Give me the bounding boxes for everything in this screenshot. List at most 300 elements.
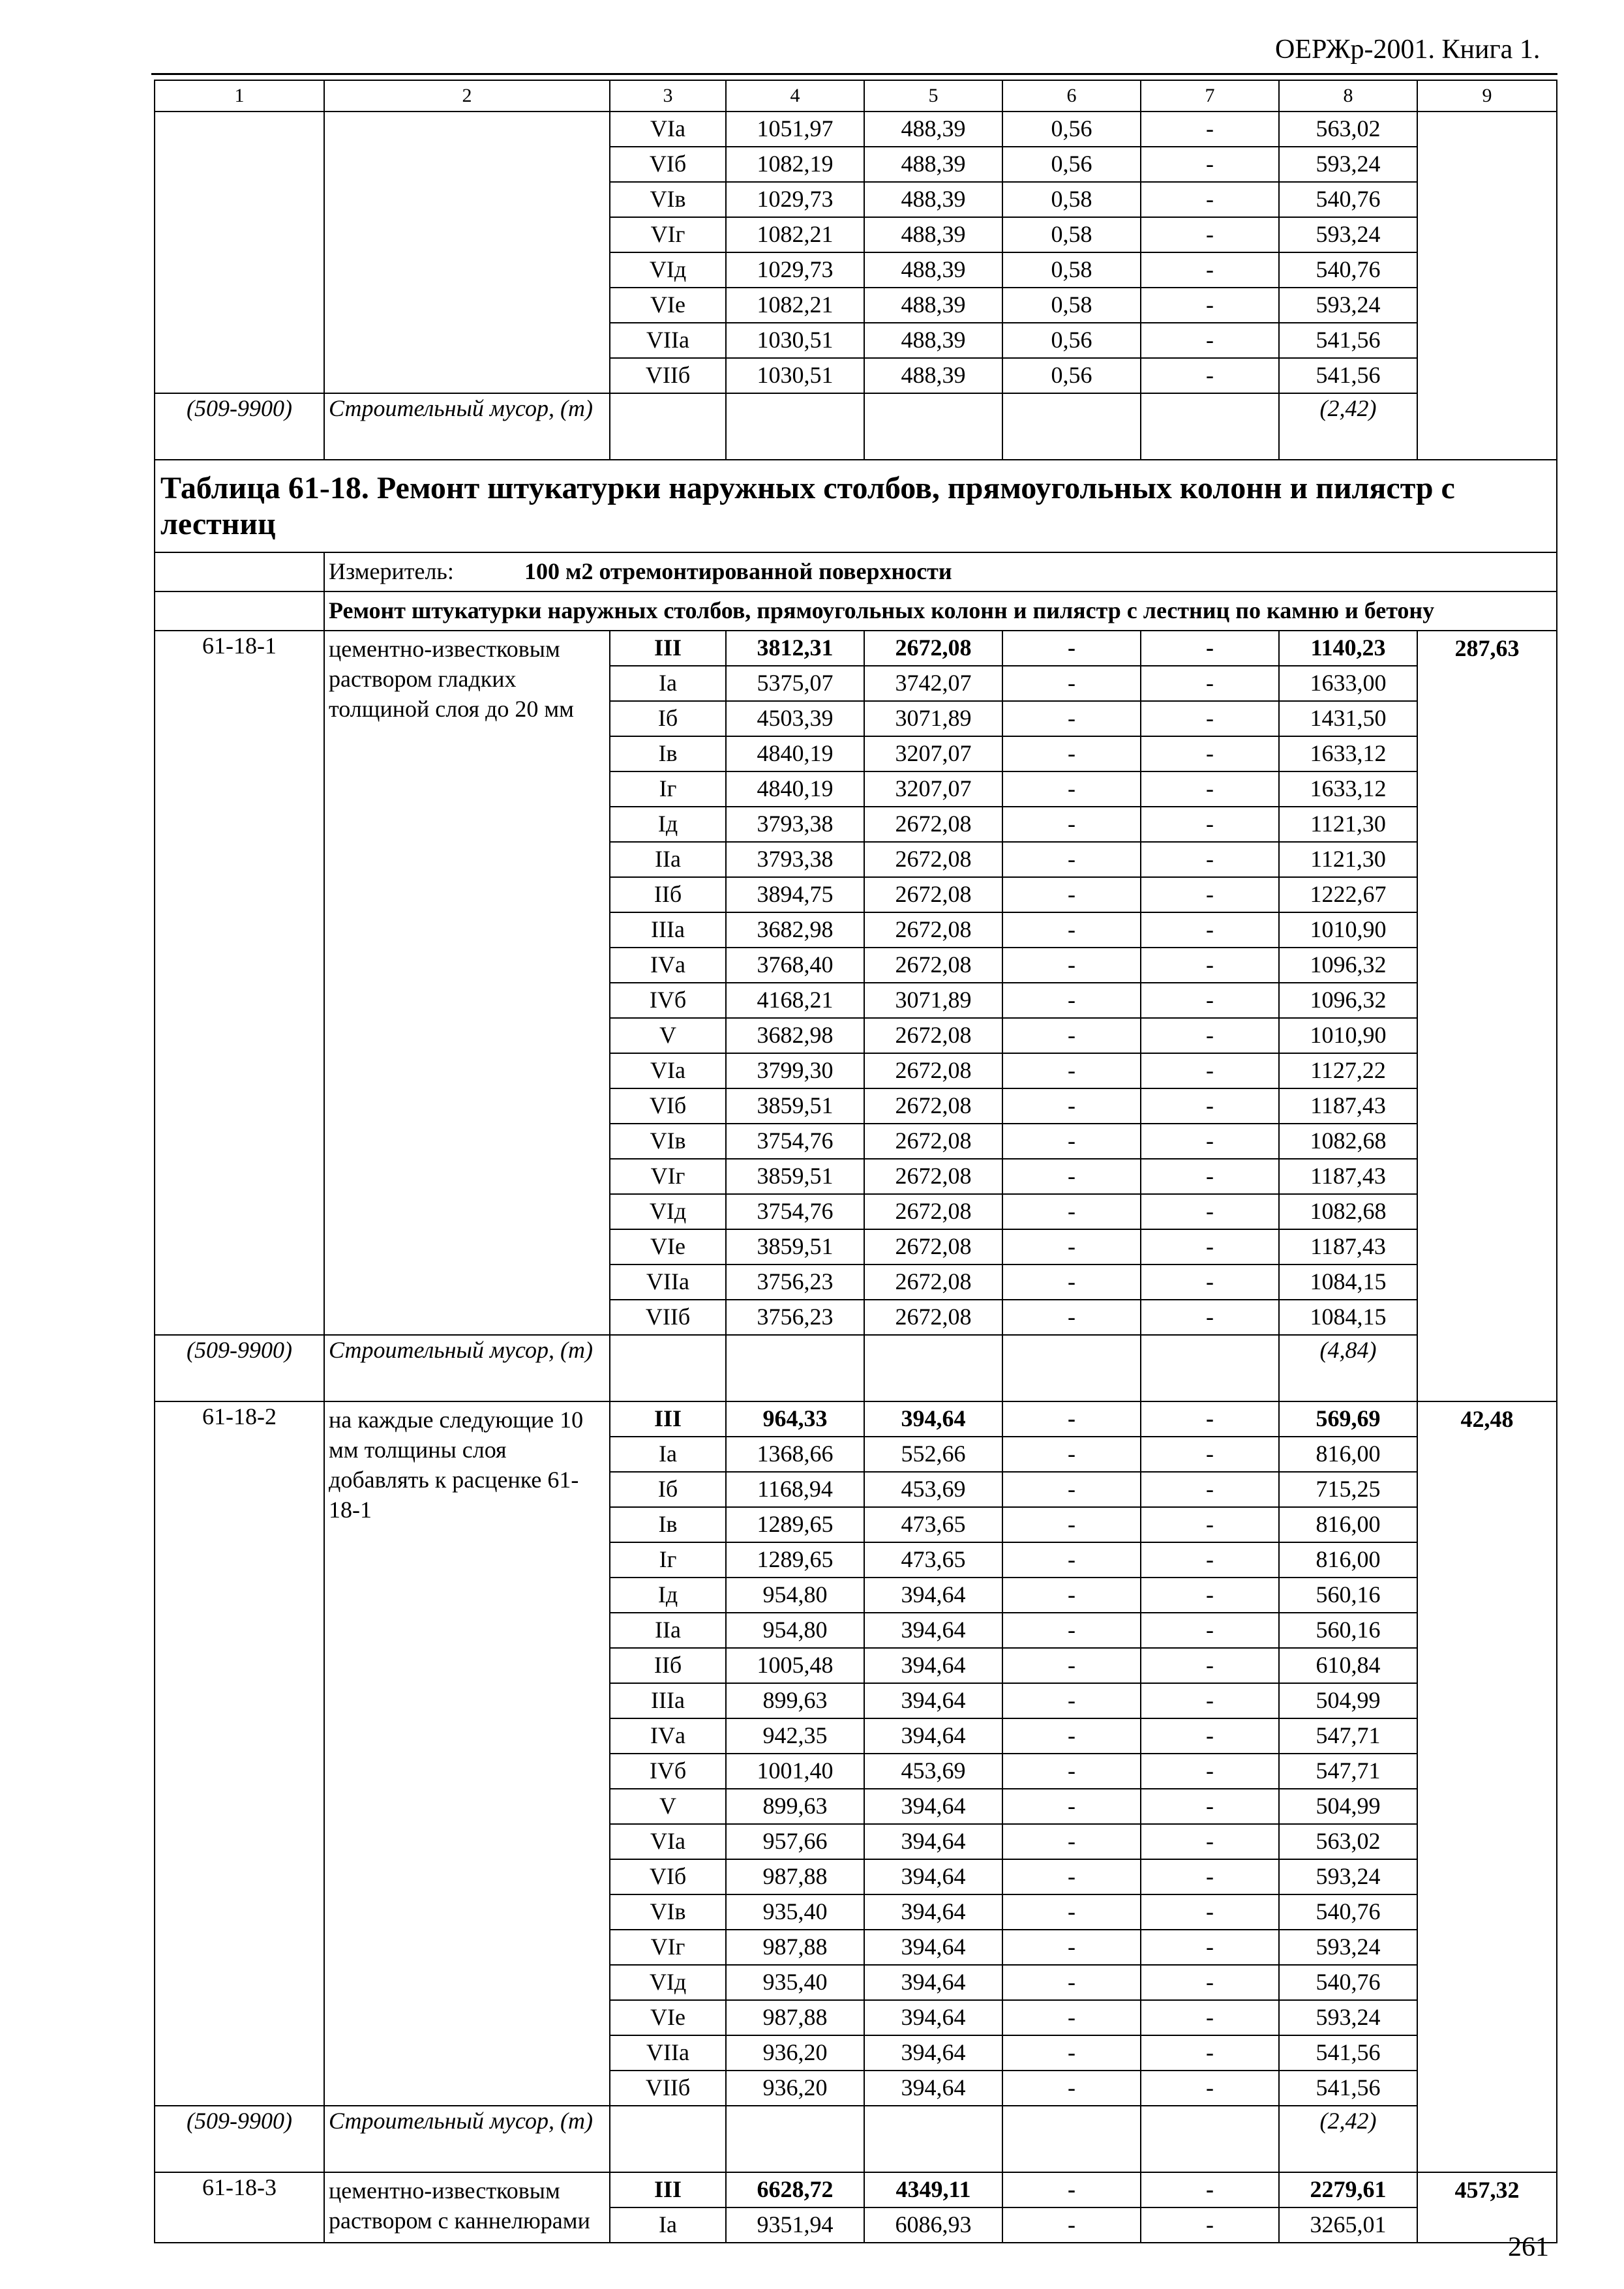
table-cell-col3: IVа xyxy=(610,948,726,983)
table-cell-col5: 394,64 xyxy=(864,1683,1002,1718)
table-cell-col6: - xyxy=(1002,1194,1141,1229)
table-cell-col3: VIб xyxy=(610,1859,726,1894)
table-cell-col6: - xyxy=(1002,1648,1141,1683)
column-number: 8 xyxy=(1279,80,1417,112)
empty-cell xyxy=(1002,393,1141,460)
table-cell-col5: 394,64 xyxy=(864,1718,1002,1754)
table-cell-col5: 394,64 xyxy=(864,1965,1002,2000)
waste-label-cell: Строительный мусор, (т) xyxy=(324,1335,610,1401)
table-cell-col4: 4840,19 xyxy=(726,736,864,771)
table-cell-col3: IVа xyxy=(610,1718,726,1754)
table-cell-col7: - xyxy=(1141,1472,1279,1507)
table-cell-col6: - xyxy=(1002,1894,1141,1930)
table-cell-col6: - xyxy=(1002,666,1141,701)
table-cell-col7: - xyxy=(1141,1542,1279,1578)
table-cell-col7: - xyxy=(1141,807,1279,842)
table-cell-col6: - xyxy=(1002,807,1141,842)
table-cell-col4: 4168,21 xyxy=(726,983,864,1018)
table-cell-col3: VIIб xyxy=(610,1300,726,1335)
column-number: 3 xyxy=(610,80,726,112)
table-cell-col6: - xyxy=(1002,736,1141,771)
table-cell-col7: - xyxy=(1141,842,1279,877)
table-cell-col8: 1082,68 xyxy=(1279,1124,1417,1159)
table-cell-col5: 2672,08 xyxy=(864,912,1002,948)
table-cell-col7: - xyxy=(1141,736,1279,771)
item-code-cell: 61-18-2 xyxy=(155,1401,324,2106)
table-cell-col6: - xyxy=(1002,2035,1141,2071)
table-cell-col3: Iа xyxy=(610,2207,726,2243)
table-cell-col6: - xyxy=(1002,1088,1141,1124)
item-description: на каждые следующие 10 мм толщины слоя добавлять к расценке 61-18-1 xyxy=(329,1407,584,1523)
table-cell-col3: VIе xyxy=(610,288,726,323)
table-cell-col4: 936,20 xyxy=(726,2071,864,2106)
table-cell-col7: - xyxy=(1141,631,1279,666)
table-cell-col7: - xyxy=(1141,1718,1279,1754)
table-cell-col5: 2672,08 xyxy=(864,1194,1002,1229)
table-cell-col3: VIв xyxy=(610,1124,726,1159)
table-cell-col8: 1127,22 xyxy=(1279,1053,1417,1088)
table-cell-col5: 3742,07 xyxy=(864,666,1002,701)
table-cell-col4: 987,88 xyxy=(726,1930,864,1965)
table-cell-col6: - xyxy=(1002,1824,1141,1859)
empty-cell xyxy=(1141,393,1279,460)
table-cell-col6: - xyxy=(1002,771,1141,807)
table-cell-col8: 541,56 xyxy=(1279,2071,1417,2106)
table-cell-col8: 816,00 xyxy=(1279,1437,1417,1472)
table-cell-col3: VIIа xyxy=(610,323,726,358)
table-cell-col4: 1029,73 xyxy=(726,182,864,217)
table-cell-col5: 488,39 xyxy=(864,147,1002,182)
table-cell-col3: Iг xyxy=(610,771,726,807)
table-cell-col4: 987,88 xyxy=(726,1859,864,1894)
table-cell-col5: 394,64 xyxy=(864,1930,1002,1965)
table-cell-col4: 3859,51 xyxy=(726,1088,864,1124)
table-cell-col8: 1010,90 xyxy=(1279,1018,1417,1053)
table-cell-col4: 1001,40 xyxy=(726,1754,864,1789)
table-cell-col3: Iд xyxy=(610,807,726,842)
column-number: 7 xyxy=(1141,80,1279,112)
empty-cell xyxy=(726,2106,864,2172)
empty-cell xyxy=(1002,1335,1141,1401)
table-cell-col8: 1431,50 xyxy=(1279,701,1417,736)
empty-cell xyxy=(1002,2106,1141,2172)
table-cell-col8: 593,24 xyxy=(1279,1930,1417,1965)
table-cell-col5: 394,64 xyxy=(864,1824,1002,1859)
table-cell-col5: 2672,08 xyxy=(864,948,1002,983)
table-cell-col4: 3859,51 xyxy=(726,1159,864,1194)
table-cell-col5: 2672,08 xyxy=(864,1053,1002,1088)
table-cell-col7: - xyxy=(1141,1859,1279,1894)
table-cell-col4: 3793,38 xyxy=(726,842,864,877)
column-number: 1 xyxy=(155,80,324,112)
table-cell-col4: 936,20 xyxy=(726,2035,864,2071)
table-cell-col4: 957,66 xyxy=(726,1824,864,1859)
table-cell-col7: - xyxy=(1141,288,1279,323)
table-cell-col7: - xyxy=(1141,2000,1279,2035)
table-cell-col7: - xyxy=(1141,1018,1279,1053)
table-cell-col3: VIе xyxy=(610,1229,726,1264)
table-cell-col5: 488,39 xyxy=(864,252,1002,288)
table-cell-col6: - xyxy=(1002,1300,1141,1335)
item-col9-cell: 287,63 xyxy=(1417,631,1557,1401)
table-cell-col8: 1140,23 xyxy=(1279,631,1417,666)
table-cell-col5: 2672,08 xyxy=(864,877,1002,912)
table-cell-col5: 394,64 xyxy=(864,1613,1002,1648)
table-cell-col4: 5375,07 xyxy=(726,666,864,701)
table-cell-col4: 4503,39 xyxy=(726,701,864,736)
table-cell-col8: 715,25 xyxy=(1279,1472,1417,1507)
table-cell-col7: - xyxy=(1141,2207,1279,2243)
table-cell-col7: - xyxy=(1141,1754,1279,1789)
table-cell-col4: 6628,72 xyxy=(726,2172,864,2207)
table-cell-col3: V xyxy=(610,1789,726,1824)
table-cell-col6: - xyxy=(1002,2071,1141,2106)
table-cell-col6: - xyxy=(1002,948,1141,983)
table-cell-col8: 1096,32 xyxy=(1279,948,1417,983)
table-cell-col6: - xyxy=(1002,1264,1141,1300)
measure-row xyxy=(155,552,1557,591)
column-number: 5 xyxy=(864,80,1002,112)
table-cell-col7: - xyxy=(1141,1300,1279,1335)
table-cell-col7: - xyxy=(1141,912,1279,948)
empty-cell xyxy=(1141,1335,1279,1401)
table-cell-col5: 453,69 xyxy=(864,1472,1002,1507)
table-cell-col5: 488,39 xyxy=(864,217,1002,252)
table-cell-col5: 488,39 xyxy=(864,288,1002,323)
table-cell-col3: IIб xyxy=(610,877,726,912)
table-cell-col5: 3071,89 xyxy=(864,983,1002,1018)
table-cell-col7: - xyxy=(1141,877,1279,912)
table-cell-col5: 2672,08 xyxy=(864,1300,1002,1335)
table-cell-col4: 1289,65 xyxy=(726,1507,864,1542)
table-cell-col3: VIа xyxy=(610,1824,726,1859)
column-number: 9 xyxy=(1417,80,1557,112)
table-cell-col6: - xyxy=(1002,1401,1141,1437)
table-cell-col6: - xyxy=(1002,1437,1141,1472)
table-cell-col4: 1005,48 xyxy=(726,1648,864,1683)
table-cell-col6: 0,56 xyxy=(1002,358,1141,393)
table-cell-col7: - xyxy=(1141,112,1279,147)
table-cell-col3: Iв xyxy=(610,1507,726,1542)
table-cell-col8: 3265,01 xyxy=(1279,2207,1417,2243)
table-cell-col8: 560,16 xyxy=(1279,1613,1417,1648)
table-cell-col7: - xyxy=(1141,701,1279,736)
table-cell-col8: 563,02 xyxy=(1279,1824,1417,1859)
table-cell-col7: - xyxy=(1141,771,1279,807)
table-cell-col5: 394,64 xyxy=(864,1648,1002,1683)
table-cell-col6: - xyxy=(1002,2000,1141,2035)
table-cell-col4: 935,40 xyxy=(726,1965,864,2000)
price-table xyxy=(154,80,1557,2243)
table-cell-col3: IVб xyxy=(610,983,726,1018)
empty-cell xyxy=(726,393,864,460)
code-cell xyxy=(155,112,324,393)
measure-cell xyxy=(324,552,1557,591)
table-cell-col3: IIа xyxy=(610,842,726,877)
empty-cell xyxy=(864,1335,1002,1401)
table-cell-col5: 453,69 xyxy=(864,1754,1002,1789)
table-cell-col4: 1051,97 xyxy=(726,112,864,147)
table-cell-col4: 3768,40 xyxy=(726,948,864,983)
table-cell-col5: 473,65 xyxy=(864,1507,1002,1542)
item-desc-cell xyxy=(324,2172,610,2243)
table-cell-col5: 4349,11 xyxy=(864,2172,1002,2207)
table-cell-col5: 3207,07 xyxy=(864,736,1002,771)
empty-cell xyxy=(610,2106,726,2172)
table-cell-col3: IIб xyxy=(610,1648,726,1683)
table-cell-col7: - xyxy=(1141,1965,1279,2000)
table-cell-col8: 1187,43 xyxy=(1279,1088,1417,1124)
table-cell-col4: 1082,19 xyxy=(726,147,864,182)
table-cell-col5: 2672,08 xyxy=(864,1088,1002,1124)
table-cell-col8: 541,56 xyxy=(1279,358,1417,393)
desc-cell xyxy=(324,112,610,393)
table-cell-col3: V xyxy=(610,1018,726,1053)
table-cell-col3: VIIб xyxy=(610,358,726,393)
table-cell-col3: IIIа xyxy=(610,912,726,948)
table-cell-col4: 1082,21 xyxy=(726,217,864,252)
table-cell-col4: 1082,21 xyxy=(726,288,864,323)
table-cell-col7: - xyxy=(1141,1437,1279,1472)
table-cell-col3: Iб xyxy=(610,701,726,736)
table-cell-col3: VIе xyxy=(610,2000,726,2035)
table-cell-col3: Iд xyxy=(610,1578,726,1613)
table-cell-col8: 1084,15 xyxy=(1279,1300,1417,1335)
table-cell-col8: 2279,61 xyxy=(1279,2172,1417,2207)
empty-cell xyxy=(864,2106,1002,2172)
table-cell-col6: - xyxy=(1002,1789,1141,1824)
table-cell-col6: 0,56 xyxy=(1002,147,1141,182)
table-cell-col5: 2672,08 xyxy=(864,631,1002,666)
column-number: 6 xyxy=(1002,80,1141,112)
table-cell-col4: 3756,23 xyxy=(726,1264,864,1300)
table-cell-col7: - xyxy=(1141,666,1279,701)
table-cell-col3: III xyxy=(610,631,726,666)
table-cell-col8: 547,71 xyxy=(1279,1754,1417,1789)
table-cell-col8: 593,24 xyxy=(1279,147,1417,182)
table-cell-col3: VIа xyxy=(610,112,726,147)
table-cell-col3: IIа xyxy=(610,1613,726,1648)
table-row xyxy=(155,631,1557,666)
table-cell-col5: 3207,07 xyxy=(864,771,1002,807)
table-cell-col6: - xyxy=(1002,1754,1141,1789)
table-cell-col5: 552,66 xyxy=(864,1437,1002,1472)
empty-cell xyxy=(1141,2106,1279,2172)
table-cell-col8: 1222,67 xyxy=(1279,877,1417,912)
table-cell-col6: 0,58 xyxy=(1002,252,1141,288)
table-cell-col6: - xyxy=(1002,1018,1141,1053)
table-cell-col6: - xyxy=(1002,1578,1141,1613)
table-cell-col7: - xyxy=(1141,217,1279,252)
table-cell-col6: - xyxy=(1002,877,1141,912)
table-cell-col3: III xyxy=(610,1401,726,1437)
table-cell-col5: 394,64 xyxy=(864,1578,1002,1613)
table-cell-col8: 610,84 xyxy=(1279,1648,1417,1683)
table-cell-col3: VIд xyxy=(610,1194,726,1229)
measure-label: Измеритель: xyxy=(329,558,454,585)
table-cell-col8: 1010,90 xyxy=(1279,912,1417,948)
table-cell-col5: 394,64 xyxy=(864,2035,1002,2071)
table-cell-col7: - xyxy=(1141,1053,1279,1088)
item-code-cell: 61-18-3 xyxy=(155,2172,324,2243)
table-cell-col8: 1082,68 xyxy=(1279,1194,1417,1229)
table-cell-col5: 2672,08 xyxy=(864,842,1002,877)
table-cell-col7: - xyxy=(1141,1578,1279,1613)
table-cell-col7: - xyxy=(1141,2035,1279,2071)
table-cell-col8: 593,24 xyxy=(1279,1859,1417,1894)
table-row xyxy=(155,1401,1557,1437)
table-cell-col7: - xyxy=(1141,2071,1279,2106)
table-cell-col4: 954,80 xyxy=(726,1613,864,1648)
page-header: ОЕРЖр-2001. Книга 1. xyxy=(1275,35,1541,65)
empty-cell xyxy=(726,1335,864,1401)
table-cell-col7: - xyxy=(1141,182,1279,217)
page-number: 261 xyxy=(1508,2232,1549,2262)
table-cell-col4: 3754,76 xyxy=(726,1124,864,1159)
table-cell-col3: VIб xyxy=(610,147,726,182)
table-cell-col5: 394,64 xyxy=(864,2000,1002,2035)
table-cell-col7: - xyxy=(1141,1159,1279,1194)
table-cell-col4: 3754,76 xyxy=(726,1194,864,1229)
table-cell-col3: VIб xyxy=(610,1088,726,1124)
table-cell-col3: VIа xyxy=(610,1053,726,1088)
table-cell-col4: 3682,98 xyxy=(726,912,864,948)
empty-cell xyxy=(610,393,726,460)
table-cell-col3: III xyxy=(610,2172,726,2207)
table-cell-col5: 394,64 xyxy=(864,1894,1002,1930)
table-cell-col5: 2672,08 xyxy=(864,807,1002,842)
table-cell-col3: VIг xyxy=(610,1159,726,1194)
table-row xyxy=(155,2172,1557,2207)
table-cell-col4: 4840,19 xyxy=(726,771,864,807)
table-cell-col6: 0,56 xyxy=(1002,323,1141,358)
table-cell-col3: VIIа xyxy=(610,2035,726,2071)
table-cell-col4: 3799,30 xyxy=(726,1053,864,1088)
item-desc-cell xyxy=(324,1401,610,2106)
table-cell-col7: - xyxy=(1141,1824,1279,1859)
table-cell-col7: - xyxy=(1141,358,1279,393)
table-cell-col4: 1030,51 xyxy=(726,358,864,393)
table-cell-col4: 1168,94 xyxy=(726,1472,864,1507)
table-cell-col5: 488,39 xyxy=(864,358,1002,393)
table-cell-col4: 964,33 xyxy=(726,1401,864,1437)
table-cell-col5: 2672,08 xyxy=(864,1018,1002,1053)
table-cell-col7: - xyxy=(1141,1789,1279,1824)
table-cell-col6: - xyxy=(1002,983,1141,1018)
table-cell-col7: - xyxy=(1141,1264,1279,1300)
table-cell-col8: 816,00 xyxy=(1279,1507,1417,1542)
waste-value-cell: (2,42) xyxy=(1279,2106,1417,2172)
table-cell-col8: 816,00 xyxy=(1279,1542,1417,1578)
table-cell-col4: 987,88 xyxy=(726,2000,864,2035)
table-cell-col5: 473,65 xyxy=(864,1542,1002,1578)
table-cell-col7: - xyxy=(1141,948,1279,983)
table-cell-col4: 3859,51 xyxy=(726,1229,864,1264)
table-cell-col8: 569,69 xyxy=(1279,1401,1417,1437)
waste-code-cell: (509-9900) xyxy=(155,2106,324,2172)
table-cell-col4: 899,63 xyxy=(726,1683,864,1718)
table-cell-col5: 6086,93 xyxy=(864,2207,1002,2243)
table-cell-col5: 3071,89 xyxy=(864,701,1002,736)
table-cell-col8: 1633,12 xyxy=(1279,736,1417,771)
table-cell-col3: VIг xyxy=(610,1930,726,1965)
table-cell-col3: VIв xyxy=(610,1894,726,1930)
table-cell-col8: 540,76 xyxy=(1279,182,1417,217)
table-cell-col8: 547,71 xyxy=(1279,1718,1417,1754)
item-desc-cell xyxy=(324,631,610,1335)
item-description: цементно-известковым раствором гладких толщиной слоя до 20 мм xyxy=(329,636,574,722)
table-cell-col6: - xyxy=(1002,1718,1141,1754)
table-cell-col6: - xyxy=(1002,1159,1141,1194)
table-cell-col5: 488,39 xyxy=(864,182,1002,217)
table-cell-col3: VIд xyxy=(610,252,726,288)
table-cell-col8: 1084,15 xyxy=(1279,1264,1417,1300)
item-col9-cell: 457,32 xyxy=(1417,2172,1557,2243)
table-cell-col5: 2672,08 xyxy=(864,1159,1002,1194)
table-cell-col8: 1096,32 xyxy=(1279,983,1417,1018)
table-cell-col7: - xyxy=(1141,1507,1279,1542)
table-cell-col4: 3812,31 xyxy=(726,631,864,666)
table-cell-col6: - xyxy=(1002,1053,1141,1088)
table-cell-col6: - xyxy=(1002,1613,1141,1648)
table-cell-col4: 899,63 xyxy=(726,1789,864,1824)
table-cell-col8: 540,76 xyxy=(1279,1965,1417,2000)
table-cell-col8: 1121,30 xyxy=(1279,807,1417,842)
table-cell-col7: - xyxy=(1141,1648,1279,1683)
table-cell-col8: 1187,43 xyxy=(1279,1229,1417,1264)
empty-cell xyxy=(155,552,324,591)
table-cell-col4: 1289,65 xyxy=(726,1542,864,1578)
waste-row xyxy=(155,1335,1557,1401)
table-cell-col8: 1187,43 xyxy=(1279,1159,1417,1194)
header-rule xyxy=(151,73,1557,75)
table-cell-col5: 2672,08 xyxy=(864,1229,1002,1264)
waste-value-cell: (4,84) xyxy=(1279,1335,1417,1401)
table-cell-col5: 394,64 xyxy=(864,1859,1002,1894)
measure-value: 100 м2 отремонтированной поверхности xyxy=(524,558,952,585)
table-cell-col4: 1030,51 xyxy=(726,323,864,358)
table-cell-col4: 3793,38 xyxy=(726,807,864,842)
table-cell-col3: Iв xyxy=(610,736,726,771)
col9-cell xyxy=(1417,112,1557,460)
table-cell-col6: - xyxy=(1002,1472,1141,1507)
table-cell-col3: VIд xyxy=(610,1965,726,2000)
item-description: цементно-известковым раствором с каннелюрами xyxy=(329,2177,590,2234)
table-cell-col6: - xyxy=(1002,1683,1141,1718)
table-cell-col8: 1633,00 xyxy=(1279,666,1417,701)
table-cell-col6: - xyxy=(1002,1229,1141,1264)
table-cell-col5: 2672,08 xyxy=(864,1264,1002,1300)
table-cell-col6: 0,58 xyxy=(1002,288,1141,323)
table-cell-col6: - xyxy=(1002,1124,1141,1159)
table-cell-col8: 540,76 xyxy=(1279,252,1417,288)
column-number-row xyxy=(155,80,1557,112)
empty-cell xyxy=(864,393,1002,460)
table-cell-col3: IVб xyxy=(610,1754,726,1789)
table-cell-col7: - xyxy=(1141,2172,1279,2207)
table-cell-col4: 942,35 xyxy=(726,1718,864,1754)
table-cell-col6: 0,56 xyxy=(1002,112,1141,147)
table-cell-col5: 394,64 xyxy=(864,1789,1002,1824)
empty-cell xyxy=(610,1335,726,1401)
table-cell-col8: 593,24 xyxy=(1279,217,1417,252)
table-cell-col6: - xyxy=(1002,1507,1141,1542)
table-cell-col8: 504,99 xyxy=(1279,1683,1417,1718)
table-cell-col4: 9351,94 xyxy=(726,2207,864,2243)
table-cell-col5: 394,64 xyxy=(864,1401,1002,1437)
table-cell-col6: 0,58 xyxy=(1002,182,1141,217)
table-cell-col7: - xyxy=(1141,1124,1279,1159)
